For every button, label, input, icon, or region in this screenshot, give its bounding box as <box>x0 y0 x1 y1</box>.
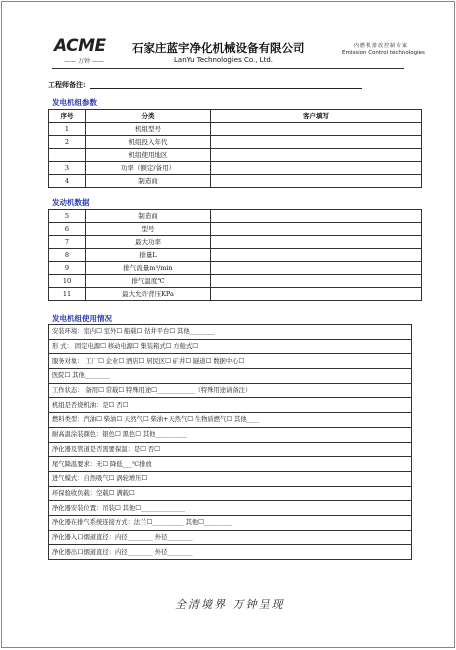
row-item: 最大允许背压KPa <box>86 288 211 301</box>
logo-text: ACME <box>54 36 106 56</box>
usage-inlet-diameter[interactable]: 净化器入口烟道直径：内径________ 外径________ <box>49 530 412 545</box>
header-no: 序号 <box>49 110 86 123</box>
usage-row <box>49 530 412 545</box>
engine-table <box>48 209 422 301</box>
usage-row <box>49 383 412 398</box>
tagline-cn: 内燃机排放控制专家 <box>354 43 409 49</box>
row-no: 8 <box>49 249 86 262</box>
row-item: 排气温度℃ <box>86 275 211 288</box>
usage-row <box>49 325 412 340</box>
table-row <box>49 175 422 188</box>
row-item: 机组型号 <box>86 123 211 136</box>
header-item: 分类 <box>86 110 211 123</box>
row-no: 5 <box>49 210 86 223</box>
table-row <box>49 149 422 162</box>
usage-coating-color[interactable]: 耐高温涂装颜色：银色☐ 黑色☐ 其他__________ <box>49 427 412 442</box>
header-divider <box>52 68 404 69</box>
row-value-cell[interactable] <box>211 136 422 149</box>
usage-row <box>49 413 412 428</box>
genset-section-title: 发电机组参数 <box>52 98 97 107</box>
table-row <box>49 262 422 275</box>
row-value-cell[interactable] <box>211 275 422 288</box>
table-row <box>49 210 422 223</box>
usage-row <box>49 501 412 516</box>
usage-row <box>49 545 412 560</box>
row-value-cell[interactable] <box>211 175 422 188</box>
row-item: 型号 <box>86 223 211 236</box>
usage-row <box>49 398 412 413</box>
usage-section-title: 发电机组使用情况 <box>52 314 112 323</box>
usage-row <box>49 339 412 354</box>
remark-input-line[interactable] <box>90 88 362 89</box>
tagline-en: Emission Control technologies <box>342 50 425 56</box>
usage-row <box>49 486 412 501</box>
row-value-cell[interactable] <box>211 149 422 162</box>
usage-connection[interactable]: 净化器在排气系统连接方式：法兰☐__________ 其他☐_________ <box>49 515 412 530</box>
row-item: 排量L <box>86 249 211 262</box>
usage-row <box>49 515 412 530</box>
usage-outlet-diameter[interactable]: 净化器出口烟道直径：内径________ 外径________ <box>49 545 412 560</box>
company-logo <box>54 38 114 66</box>
usage-row <box>49 471 412 486</box>
row-value-cell[interactable] <box>211 249 422 262</box>
table-header-row <box>49 110 422 123</box>
usage-work-status[interactable]: 工作状态： 备用☐ 常载☐ 特殊用途☐____________（特殊用途请备注） <box>49 383 412 398</box>
row-item: 功率（额定/备用） <box>86 162 211 175</box>
usage-row <box>49 442 412 457</box>
row-no: 1 <box>49 123 86 136</box>
usage-intake-mode[interactable]: 进气模式：自然吸气☐ 涡轮增压☐ <box>49 471 412 486</box>
row-value-cell[interactable] <box>211 210 422 223</box>
table-row <box>49 136 422 149</box>
table-row <box>49 223 422 236</box>
header-value: 客户填写 <box>211 110 422 123</box>
logo-subtext: —— 万钟 —— <box>64 58 104 65</box>
engine-section-title: 发动机数据 <box>52 198 90 207</box>
row-value-cell[interactable] <box>211 262 422 275</box>
table-row <box>49 249 422 262</box>
row-no: 9 <box>49 262 86 275</box>
table-row <box>49 162 422 175</box>
usage-insulation[interactable]: 净化器及管道是否需要保温：是☐ 否☐ <box>49 442 412 457</box>
table-row <box>49 123 422 136</box>
company-name-cn: 石家庄蓝宇净化机械设备有限公司 <box>132 41 305 55</box>
row-no: 7 <box>49 236 86 249</box>
row-value-cell[interactable] <box>211 123 422 136</box>
usage-row <box>49 354 412 369</box>
row-item: 机组投入年代 <box>86 136 211 149</box>
row-no: 10 <box>49 275 86 288</box>
row-no: 3 <box>49 162 86 175</box>
row-no: 11 <box>49 288 86 301</box>
company-name-en: LanYu Technologies Co., Ltd. <box>174 56 273 64</box>
usage-burn-oil[interactable]: 机组是否烧机油：是☐ 否☐ <box>49 398 412 413</box>
row-no <box>49 149 86 162</box>
usage-table <box>48 324 412 560</box>
usage-service-target[interactable]: 服务对象： 工厂☐ 企业☐ 酒店☐ 居民区☐ 矿井☐ 隧道☐ 数据中心☐ <box>49 354 412 369</box>
row-value-cell[interactable] <box>211 236 422 249</box>
row-item: 机组使用地区 <box>86 149 211 162</box>
usage-row <box>49 369 412 384</box>
row-no: 2 <box>49 136 86 149</box>
usage-fuel-type[interactable]: 燃料类型：汽油☐ 柴油☐ 天然气☐ 柴油+天然气☐ 生物质燃气☐ 其他____ <box>49 413 412 428</box>
usage-install-position[interactable]: 净化器安装位置：吊装☐ 其他☐______________ <box>49 501 412 516</box>
row-value-cell[interactable] <box>211 162 422 175</box>
row-item: 最大功率 <box>86 236 211 249</box>
row-value-cell[interactable] <box>211 223 422 236</box>
usage-install-env[interactable]: 安装环境：室内☐ 室外☐ 船载☐ 钻井平台☐ 其他________ <box>49 325 412 340</box>
usage-service-target-cont[interactable]: 医院☐ 其他________ <box>49 369 412 384</box>
row-value-cell[interactable] <box>211 288 422 301</box>
row-item: 制造商 <box>86 210 211 223</box>
remark-label: 工程师备注: <box>48 80 86 89</box>
table-row <box>49 288 422 301</box>
row-item: 制造商 <box>86 175 211 188</box>
genset-table <box>48 109 422 188</box>
usage-acceptance-load[interactable]: 环保验收负载：空载☐ 满载☐ <box>49 486 412 501</box>
row-no: 4 <box>49 175 86 188</box>
usage-exhaust-cooling[interactable]: 尾气降温要求：无☐ 降低___℃排放 <box>49 457 412 472</box>
usage-row <box>49 427 412 442</box>
usage-row <box>49 457 412 472</box>
row-item: 排气流量m³/min <box>86 262 211 275</box>
table-row <box>49 275 422 288</box>
usage-form[interactable]: 形 式： 固定电源☐ 移动电源☐ 集装箱式☐ 方舱式☐ <box>49 339 412 354</box>
slogan: 全清境界 万钟呈现 <box>175 598 285 611</box>
row-no: 6 <box>49 223 86 236</box>
table-row <box>49 236 422 249</box>
document-page <box>1 1 455 648</box>
